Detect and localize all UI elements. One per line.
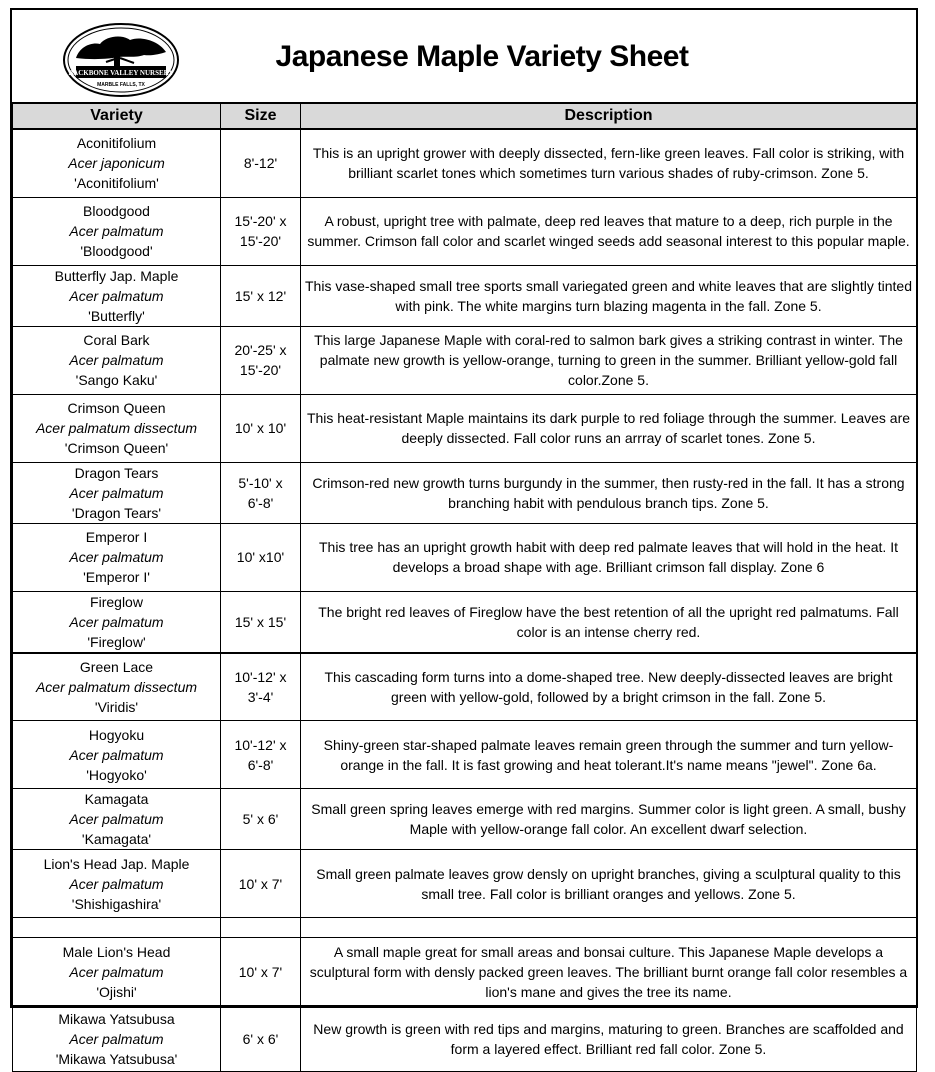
- table-row: [13, 938, 917, 1006]
- table-row-empty: [13, 918, 917, 938]
- logo-location: MARBLE FALLS, TX: [97, 82, 145, 88]
- cultivar-name: 'Fireglow': [87, 633, 146, 650]
- variety-cell: [13, 326, 221, 394]
- common-name: Bloodgood: [83, 203, 150, 219]
- table-row: [13, 591, 917, 653]
- cultivar-name: 'Mikawa Yatsubusa': [55, 1050, 178, 1067]
- cultivar-name: 'Butterfly': [88, 307, 145, 324]
- column-header-variety: Variety: [13, 103, 221, 129]
- size-cell: [221, 918, 301, 938]
- cultivar-name: 'Bloodgood': [80, 243, 153, 259]
- variety-cell: [13, 462, 221, 523]
- size-cell: 6' x 6': [221, 1006, 301, 1072]
- variety-cell: [13, 129, 221, 197]
- scientific-name: Acer palmatum dissectum: [35, 678, 198, 695]
- scientific-name: Acer palmatum: [69, 875, 164, 892]
- description-cell: This large Japanese Maple with coral-red to salmon bark gives a striking contrast in winter. The palmate new growth is yellow-orange, turning to green in the summer. Brilliant yellow-gold fall color.Zone 5.: [301, 326, 917, 394]
- table-row: [13, 721, 917, 789]
- description-cell: A small maple great for small areas and bonsai culture. This Japanese Maple develops a sculptural form with densly packed green leaves. The brilliant burnt orange fall color resembles a lion's mane and gives the tree its name.: [301, 938, 917, 1006]
- size-cell: 15'-20' x 15'-20': [221, 197, 301, 265]
- description-cell: New growth is green with red tips and margins, maturing to green. Branches are scaffolded and form a layered effect. Brilliant red fall color. Zone 5.: [301, 1006, 917, 1072]
- common-name: Hogyoku: [88, 726, 145, 743]
- table-row: [13, 1006, 917, 1072]
- cultivar-name: 'Viridis': [94, 698, 139, 715]
- page-title: Japanese Maple Variety Sheet: [275, 40, 689, 73]
- size-cell: 10'-12' x 3'-4': [221, 653, 301, 721]
- common-name: Fireglow: [90, 593, 143, 610]
- cultivar-name: 'Crimson Queen': [64, 440, 169, 456]
- table-row: [13, 265, 917, 326]
- scientific-name: Acer palmatum: [69, 484, 164, 501]
- size-cell: 10' x 10': [221, 394, 301, 462]
- size-cell: 10' x 7': [221, 850, 301, 918]
- scientific-name: Acer palmatum dissectum: [35, 420, 198, 436]
- common-name: Dragon Tears: [74, 464, 159, 481]
- description-cell: The bright red leaves of Fireglow have the best retention of all the upright red palmatums. Fall color is an intense cherry red.: [301, 591, 917, 653]
- common-name: Kamagata: [84, 791, 149, 807]
- table-row: [13, 789, 917, 850]
- size-cell: 8'-12': [221, 129, 301, 197]
- description-cell: A robust, upright tree with palmate, deep red leaves that mature to a deep, rich purple in the summer. Crimson fall color and scarlet winged seeds add seasonal interest to this popular maple.: [301, 197, 917, 265]
- variety-sheet: [10, 8, 918, 1067]
- scientific-name: Acer palmatum: [69, 613, 164, 630]
- size-cell: 10'-12' x 6'-8': [221, 721, 301, 789]
- table-row: [13, 394, 917, 462]
- variety-cell: [13, 523, 221, 591]
- common-name: Crimson Queen: [67, 400, 166, 416]
- scientific-name: Acer japonicum: [68, 155, 165, 172]
- variety-cell: [13, 850, 221, 918]
- cultivar-name: 'Sango Kaku': [75, 372, 158, 388]
- table-row: [13, 523, 917, 591]
- table-row: [13, 850, 917, 918]
- sheet-header: [12, 10, 916, 102]
- cultivar-name: 'Aconitifolium': [74, 175, 159, 192]
- cultivar-name: 'Emperor I': [83, 569, 150, 585]
- scientific-name: Acer palmatum: [69, 1030, 164, 1047]
- scientific-name: Acer palmatum: [69, 811, 164, 827]
- table-header-row: [13, 103, 917, 129]
- table-row: [13, 197, 917, 265]
- common-name: Green Lace: [79, 658, 154, 675]
- size-cell: 5' x 6': [221, 789, 301, 850]
- common-name: Coral Bark: [83, 332, 150, 348]
- variety-table: [12, 102, 917, 1072]
- scientific-name: Acer palmatum: [69, 223, 164, 239]
- variety-cell: [13, 789, 221, 850]
- scientific-name: Acer palmatum: [69, 352, 164, 368]
- table-row: [13, 129, 917, 197]
- common-name: Butterfly Jap. Maple: [54, 267, 179, 284]
- description-cell: This tree has an upright growth habit with deep red palmate leaves that will hold in the heat. It develops a broad shape with age. Brilliant crimson fall display. Zone 6: [301, 523, 917, 591]
- cultivar-name: 'Ojishi': [96, 983, 137, 1000]
- variety-cell: [13, 938, 221, 1006]
- size-cell: 10' x 7': [221, 938, 301, 1006]
- description-cell: Crimson-red new growth turns burgundy in the summer, then rusty-red in the fall. It has a strong branching habit with pendulous branch tips. Zone 5.: [301, 462, 917, 523]
- description-cell: This is an upright grower with deeply dissected, fern-like green leaves. Fall color is striking, with brilliant scarlet tones which sometimes turn various shades of ruby-crimson. Zone 5.: [301, 129, 917, 197]
- description-cell: Small green spring leaves emerge with red margins. Summer color is light green. A small, bushy Maple with yellow-orange fall color. An excellent dwarf selection.: [301, 789, 917, 850]
- common-name: Aconitifolium: [76, 135, 157, 152]
- variety-cell: [13, 394, 221, 462]
- size-cell: 20'-25' x 15'-20': [221, 326, 301, 394]
- description-cell: Shiny-green star-shaped palmate leaves remain green through the summer and turn yellow-orange in the fall. It is fast growing and heat tolerant.It's name means "jewel". Zone 6a.: [301, 721, 917, 789]
- description-cell: [301, 918, 917, 938]
- description-cell: This heat-resistant Maple maintains its dark purple to red foliage through the summer. Leaves are deeply dissected. Fall color runs an arrray of scarlet tones. Zone 5.: [301, 394, 917, 462]
- variety-cell: [13, 653, 221, 721]
- column-header-size: Size: [221, 103, 301, 129]
- common-name: Male Lion's Head: [62, 943, 171, 960]
- scientific-name: Acer palmatum: [69, 287, 164, 304]
- variety-cell: [13, 265, 221, 326]
- common-name: Mikawa Yatsubusa: [58, 1010, 175, 1027]
- column-header-description: Description: [301, 103, 917, 129]
- description-cell: This cascading form turns into a dome-shaped tree. New deeply-dissected leaves are bright green with yellow-gold, followed by a bright crimson in the fall. Zone 5.: [301, 653, 917, 721]
- variety-cell: [13, 1006, 221, 1072]
- variety-cell: [13, 918, 221, 938]
- scientific-name: Acer palmatum: [69, 549, 164, 565]
- scientific-name: Acer palmatum: [69, 746, 164, 763]
- size-cell: 10' x10': [221, 523, 301, 591]
- scientific-name: Acer palmatum: [69, 963, 164, 980]
- variety-cell: [13, 197, 221, 265]
- common-name: Lion's Head Jap. Maple: [43, 855, 190, 872]
- size-cell: 15' x 12': [221, 265, 301, 326]
- size-cell: 15' x 15': [221, 591, 301, 653]
- cultivar-name: 'Shishigashira': [71, 895, 162, 912]
- description-cell: Small green palmate leaves grow densly on upright branches, giving a sculptural quality to this small tree. Fall color is brilliant oranges and yellows. Zone 5.: [301, 850, 917, 918]
- cultivar-name: 'Dragon Tears': [71, 504, 162, 521]
- variety-cell: [13, 721, 221, 789]
- size-cell: 5'-10' x 6'-8': [221, 462, 301, 523]
- nursery-logo: [62, 22, 180, 98]
- cultivar-name: 'Hogyoko': [86, 766, 147, 783]
- table-row: [13, 326, 917, 394]
- variety-cell: [13, 591, 221, 653]
- cultivar-name: 'Kamagata': [81, 831, 152, 847]
- table-row: [13, 653, 917, 721]
- common-name: Emperor I: [85, 529, 148, 545]
- description-cell: This vase-shaped small tree sports small variegated green and white leaves that are slightly tinted with pink. The white margins turn blazing magenta in the fall. Zone 5.: [301, 265, 917, 326]
- logo-name: BACKBONE VALLEY NURSERY: [68, 69, 174, 77]
- table-row: [13, 462, 917, 523]
